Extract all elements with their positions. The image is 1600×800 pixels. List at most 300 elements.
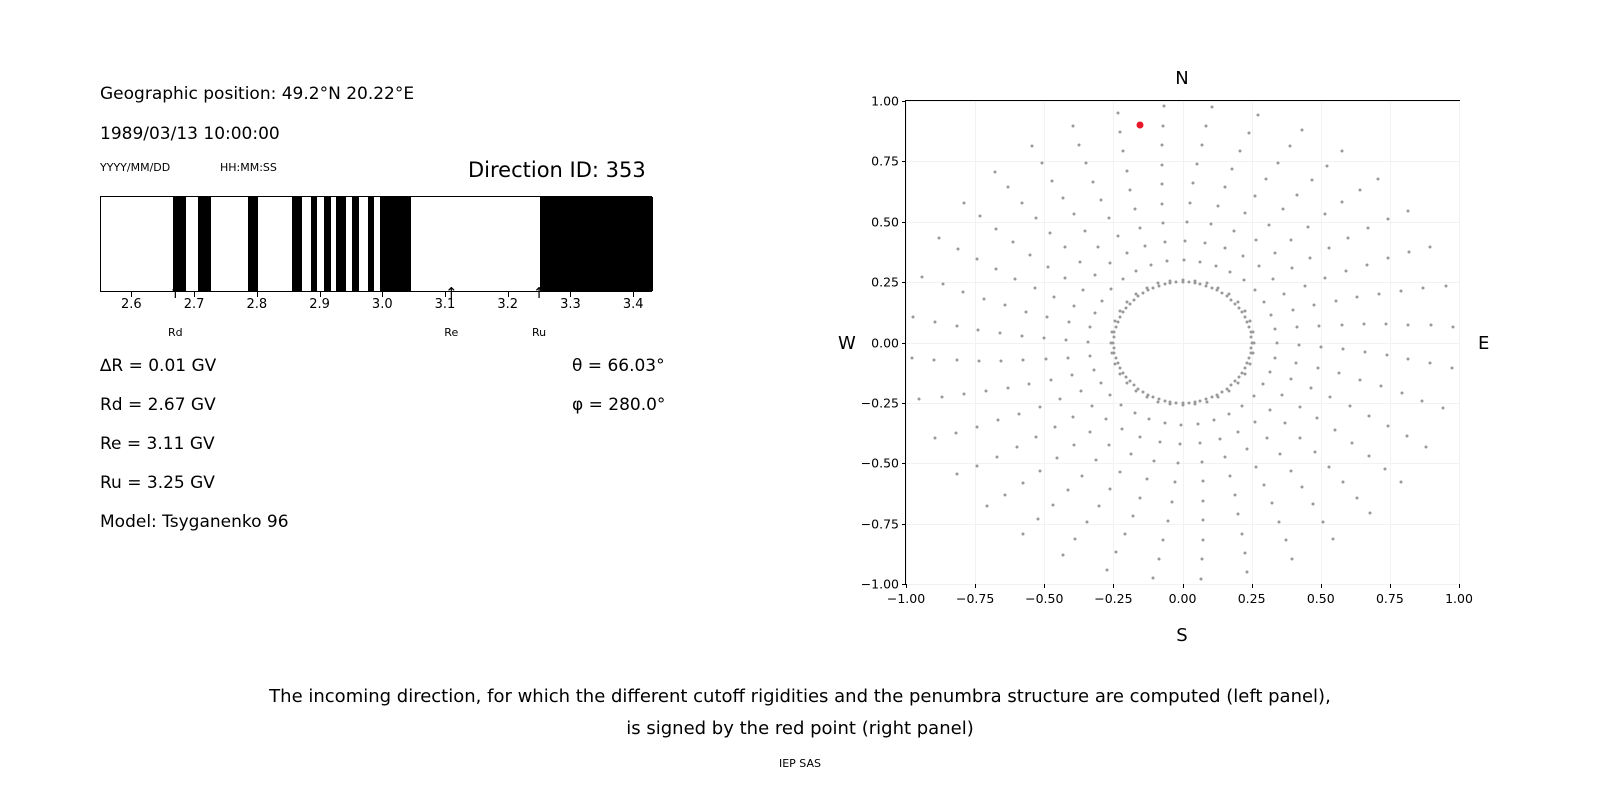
direction-point — [1450, 367, 1453, 370]
stat-phi: φ = 280.0° — [572, 395, 666, 415]
direction-point — [977, 359, 980, 362]
arrow-up-icon: ↑ — [532, 284, 546, 302]
direction-point — [1363, 351, 1366, 354]
direction-point — [1000, 359, 1003, 362]
direction-point — [1135, 269, 1138, 272]
direction-point — [940, 395, 943, 398]
direction-point — [1086, 521, 1089, 524]
direction-point — [1241, 405, 1244, 408]
direction-point — [1252, 395, 1255, 398]
direction-point — [1326, 164, 1329, 167]
direction-point — [1196, 422, 1199, 425]
rigidity-marker-label: Rd — [167, 326, 183, 339]
y-axis-tick-label: 0.25 — [871, 274, 899, 290]
direction-point — [1038, 405, 1041, 408]
direction-point — [1015, 446, 1018, 449]
direction-point — [1238, 306, 1241, 309]
selected-direction-point[interactable] — [1136, 122, 1143, 129]
direction-point — [1240, 532, 1243, 535]
direction-point — [1451, 325, 1454, 328]
direction-point — [1138, 226, 1141, 229]
direction-point — [1021, 532, 1024, 535]
direction-point — [994, 268, 997, 271]
direction-point — [1237, 430, 1240, 433]
direction-point — [1052, 504, 1055, 507]
direction-point — [1318, 324, 1321, 327]
direction-point — [1110, 287, 1113, 290]
direction-point — [1270, 314, 1273, 317]
direction-point — [1282, 208, 1285, 211]
direction-point — [996, 455, 999, 458]
x-axis-tick — [1321, 584, 1322, 588]
gridline — [906, 101, 1459, 102]
direction-point — [1162, 221, 1165, 224]
direction-point — [1158, 440, 1161, 443]
direction-point — [1116, 111, 1119, 114]
direction-point — [1218, 437, 1221, 440]
direction-point — [1407, 251, 1410, 254]
direction-point — [1144, 245, 1147, 248]
x-axis-tick — [906, 584, 907, 588]
direction-point — [1422, 287, 1425, 290]
direction-point — [1297, 343, 1300, 346]
gridline — [906, 222, 1459, 223]
direction-point — [1166, 260, 1169, 263]
penumbra-band — [292, 197, 301, 291]
direction-point — [1249, 320, 1252, 323]
direction-point — [1341, 348, 1344, 351]
compass-west-label: W — [838, 333, 856, 354]
direction-point — [1189, 201, 1192, 204]
gridline — [906, 161, 1459, 162]
direction-point — [1316, 366, 1319, 369]
direction-point — [1096, 246, 1099, 249]
direction-point — [1280, 394, 1283, 397]
direction-point — [1113, 351, 1116, 354]
penumbra-band — [173, 197, 186, 291]
direction-point — [1400, 289, 1403, 292]
direction-point — [1277, 520, 1280, 523]
direction-point — [1274, 328, 1277, 331]
direction-point — [1254, 195, 1257, 198]
direction-point — [1328, 246, 1331, 249]
direction-point — [1201, 480, 1204, 483]
direction-point — [1187, 281, 1190, 284]
x-axis-tick-label: −1.00 — [886, 591, 926, 606]
footer-credit: IEP SAS — [778, 757, 822, 770]
rigidity-marker-label: Ru — [532, 326, 547, 339]
direction-point — [1246, 320, 1249, 323]
direction-point — [1066, 356, 1069, 359]
direction-point — [1333, 429, 1336, 432]
direction-point — [1152, 576, 1155, 579]
direction-point — [1253, 341, 1256, 344]
direction-point — [1385, 323, 1388, 326]
axis-tick-label: 2.9 — [309, 297, 330, 312]
direction-point — [1400, 392, 1403, 395]
direction-point — [1072, 415, 1075, 418]
direction-point — [1273, 356, 1276, 359]
direction-point — [1059, 398, 1062, 401]
direction-point — [1079, 390, 1082, 393]
right-panel — [830, 40, 1530, 660]
axis-tick-label: 2.6 — [121, 297, 142, 312]
direction-point — [1061, 553, 1064, 556]
penumbra-band — [352, 197, 360, 291]
direction-point — [1053, 426, 1056, 429]
y-axis-tick — [902, 463, 906, 464]
direction-point — [1128, 302, 1131, 305]
direction-point — [1205, 284, 1208, 287]
direction-point — [1131, 514, 1134, 517]
direction-point — [1181, 281, 1184, 284]
direction-point — [1254, 289, 1257, 292]
direction-point — [1046, 316, 1049, 319]
direction-point — [938, 237, 941, 240]
direction-point — [1224, 456, 1227, 459]
caption-line-1: The incoming direction, for which the different cutoff rigidities and the penumbra structure are computed (left panel), — [269, 686, 1331, 707]
direction-point — [1387, 424, 1390, 427]
direction-point — [1132, 384, 1135, 387]
direction-point — [1125, 252, 1128, 255]
direction-point — [1078, 260, 1081, 263]
direction-point — [978, 215, 981, 218]
direction-point — [1250, 341, 1253, 344]
direction-point — [1291, 309, 1294, 312]
direction-point — [1133, 412, 1136, 415]
direction-point — [1108, 216, 1111, 219]
direction-point — [1074, 537, 1077, 540]
direction-point — [1314, 451, 1317, 454]
direction-point — [1234, 380, 1237, 383]
direction-point — [1262, 383, 1265, 386]
direction-point — [1386, 257, 1389, 260]
direction-point — [1309, 386, 1312, 389]
direction-point — [1246, 448, 1249, 451]
direction-point — [1164, 422, 1167, 425]
direction-point — [975, 258, 978, 261]
x-axis-tick — [1459, 584, 1460, 588]
direction-point — [1358, 378, 1361, 381]
direction-point — [1365, 263, 1368, 266]
stat-theta: θ = 66.03° — [572, 356, 665, 376]
direction-point — [1241, 311, 1244, 314]
arrow-up-icon: ↑ — [444, 284, 458, 302]
direction-point — [1163, 283, 1166, 286]
direction-point — [1124, 376, 1127, 379]
direction-point — [1082, 288, 1085, 291]
axis-tick-label: 2.7 — [183, 297, 205, 312]
direction-point — [1137, 387, 1140, 390]
direction-point — [1323, 213, 1326, 216]
direction-point — [1210, 106, 1213, 109]
axis-tick-label: 2.8 — [246, 297, 268, 312]
direction-point — [1073, 304, 1076, 307]
y-axis-tick-label: 0.50 — [871, 214, 899, 230]
direction-point — [1066, 489, 1069, 492]
direction-point — [1113, 331, 1116, 334]
direction-point — [1033, 287, 1036, 290]
x-axis-tick — [975, 584, 976, 588]
left-panel — [0, 0, 760, 620]
y-axis-tick-label: −0.25 — [860, 395, 899, 411]
direction-point — [1210, 223, 1213, 226]
direction-point — [1334, 299, 1337, 302]
gridline — [906, 524, 1459, 525]
direction-point — [1025, 310, 1028, 313]
direction-point — [933, 320, 936, 323]
direction-point — [1246, 362, 1249, 365]
x-axis-tick — [1252, 584, 1253, 588]
compass-east-label: E — [1478, 333, 1490, 354]
direction-point — [1313, 304, 1316, 307]
direction-point — [1139, 496, 1142, 499]
direction-point — [1429, 362, 1432, 365]
direction-point — [1157, 557, 1160, 560]
gridline — [1459, 101, 1460, 584]
direction-point — [1214, 264, 1217, 267]
direction-point — [1114, 550, 1117, 553]
arrow-up-icon: ↑ — [168, 284, 182, 302]
x-axis-tick-label: −0.25 — [1094, 591, 1133, 606]
axis-tick-label: 3.3 — [560, 297, 581, 312]
direction-point — [1406, 209, 1409, 212]
direction-point — [1356, 296, 1359, 299]
direction-point — [1241, 254, 1244, 257]
direction-point — [1248, 132, 1251, 135]
direction-point — [911, 357, 914, 360]
direction-point — [1012, 241, 1015, 244]
direction-point — [1053, 296, 1056, 299]
direction-point — [1301, 486, 1304, 489]
direction-point — [1114, 325, 1117, 328]
direction-point — [1223, 247, 1226, 250]
direction-point — [1182, 259, 1185, 262]
direction-point — [1178, 442, 1181, 445]
direction-point — [1092, 368, 1095, 371]
direction-point — [1253, 420, 1256, 423]
direction-point — [1014, 278, 1017, 281]
direction-point — [1276, 161, 1279, 164]
direction-point — [1379, 385, 1382, 388]
direction-point — [1049, 378, 1052, 381]
direction-point — [1122, 150, 1125, 153]
direction-point — [1248, 357, 1251, 360]
direction-point — [1175, 401, 1178, 404]
direction-point — [1230, 384, 1233, 387]
penumbra-band — [324, 197, 332, 291]
direction-point — [1444, 284, 1447, 287]
direction-point — [1030, 144, 1033, 147]
penumbra-band — [540, 197, 653, 291]
penumbra-band — [198, 197, 211, 291]
direction-point — [1132, 298, 1135, 301]
penumbra-band — [311, 197, 317, 291]
direction-point — [1216, 204, 1219, 207]
axis-tick-label: 3.0 — [371, 297, 393, 312]
direction-point — [1006, 386, 1009, 389]
direction-point — [1344, 270, 1347, 273]
y-axis-tick-label: −0.50 — [860, 455, 899, 471]
direction-point — [1429, 324, 1432, 327]
direction-point — [1089, 326, 1092, 329]
direction-point — [977, 328, 980, 331]
direction-point — [1046, 265, 1049, 268]
direction-point — [976, 425, 979, 428]
direction-point — [1328, 465, 1331, 468]
direction-point — [1204, 242, 1207, 245]
y-axis-tick-label: −0.75 — [860, 516, 899, 532]
direction-point — [997, 419, 1000, 422]
direction-point — [1241, 371, 1244, 374]
direction-point — [1227, 413, 1230, 416]
y-axis-tick-label: 0.00 — [871, 335, 899, 350]
direction-point — [1004, 304, 1007, 307]
time-format-hint: HH:MM:SS — [220, 161, 277, 174]
direction-point — [1198, 260, 1201, 263]
rigidity-marker — [519, 284, 559, 339]
direction-point — [1152, 459, 1155, 462]
axis-tick-label: 3.1 — [434, 297, 456, 312]
direction-point — [1119, 470, 1122, 473]
direction-point — [1166, 519, 1169, 522]
direction-point — [1385, 354, 1388, 357]
direction-point — [1078, 143, 1081, 146]
direction-point — [1441, 407, 1444, 410]
direction-point — [1225, 295, 1228, 298]
direction-point — [1029, 253, 1032, 256]
direction-point — [1332, 538, 1335, 541]
direction-point — [1322, 520, 1325, 523]
direction-point — [1187, 401, 1190, 404]
direction-point — [1250, 346, 1253, 349]
direction-point — [1160, 163, 1163, 166]
direction-point — [1340, 323, 1343, 326]
direction-point — [1263, 301, 1266, 304]
direction-point — [1250, 336, 1253, 339]
direction-point — [1274, 251, 1277, 254]
y-axis-tick — [902, 282, 906, 283]
direction-point — [1157, 284, 1160, 287]
x-axis-tick-label: −0.75 — [955, 591, 995, 606]
direction-point — [1099, 381, 1102, 384]
direction-point — [1225, 387, 1228, 390]
direction-point — [1270, 502, 1273, 505]
direction-point — [1257, 114, 1260, 117]
direction-point — [1205, 398, 1208, 401]
direction-point — [1164, 241, 1167, 244]
direction-point — [1128, 380, 1131, 383]
direction-point — [1118, 367, 1121, 370]
direction-point — [956, 473, 959, 476]
direction-point — [1384, 467, 1387, 470]
direction-point — [1125, 169, 1128, 172]
direction-point — [1175, 281, 1178, 284]
direction-point — [1199, 399, 1202, 402]
direction-point — [1094, 274, 1097, 277]
direction-point — [1087, 340, 1090, 343]
direction-point — [1105, 568, 1108, 571]
direction-point — [1244, 367, 1247, 370]
direction-point — [1201, 558, 1204, 561]
direction-point — [1312, 503, 1315, 506]
direction-point — [1112, 341, 1115, 344]
direction-point — [1348, 404, 1351, 407]
direction-point — [1050, 179, 1053, 182]
rigidity-marker — [431, 284, 471, 339]
direction-point — [1275, 342, 1278, 345]
direction-point — [1160, 183, 1163, 186]
stat-delta-r: ∆R = 0.01 GV — [100, 356, 217, 376]
direction-point — [1242, 279, 1245, 282]
direction-point — [1150, 264, 1153, 267]
direction-point — [1129, 453, 1132, 456]
direction-point — [1022, 359, 1025, 362]
direction-point — [1108, 393, 1111, 396]
direction-point — [1386, 218, 1389, 221]
penumbra-band — [248, 197, 257, 291]
x-axis-tick-label: 0.50 — [1306, 591, 1335, 606]
direction-point — [1342, 481, 1345, 484]
direction-point — [1252, 352, 1255, 355]
direction-point — [1097, 504, 1100, 507]
direction-point — [1004, 493, 1007, 496]
direction-point — [1133, 207, 1136, 210]
penumbra-structure-chart — [100, 196, 652, 292]
direction-point — [1248, 325, 1251, 328]
direction-point — [1244, 315, 1247, 318]
direction-point — [1347, 236, 1350, 239]
direction-point — [985, 505, 988, 508]
direction-point — [1180, 423, 1183, 426]
direction-point — [1036, 518, 1039, 521]
direction-point — [1266, 436, 1269, 439]
direction-point — [1186, 220, 1189, 223]
direction-point — [1234, 302, 1237, 305]
direction-point — [1243, 212, 1246, 215]
direction-point — [1200, 461, 1203, 464]
direction-point — [1283, 292, 1286, 295]
direction-point — [1141, 390, 1144, 393]
direction-point — [918, 398, 921, 401]
x-axis-tick-label: 0.25 — [1237, 591, 1266, 606]
x-axis-tick — [1113, 584, 1114, 588]
x-axis-tick — [1044, 584, 1045, 588]
direction-point — [1216, 393, 1219, 396]
direction-point — [1212, 418, 1215, 421]
direction-point — [962, 201, 965, 204]
direction-point — [1018, 412, 1021, 415]
y-axis-tick — [902, 524, 906, 525]
direction-point — [1306, 225, 1309, 228]
direction-point — [1137, 295, 1140, 298]
direction-point — [1088, 354, 1091, 357]
direction-point — [1205, 125, 1208, 128]
direction-point — [1358, 189, 1361, 192]
x-axis-tick-label: 1.00 — [1445, 591, 1473, 606]
direction-point — [1099, 198, 1102, 201]
direction-point — [1065, 339, 1068, 342]
direction-point — [1116, 320, 1119, 323]
direction-point — [1368, 414, 1371, 417]
direction-point — [1254, 466, 1257, 469]
direction-point — [1290, 469, 1293, 472]
caption-line-2: is signed by the red point (right panel) — [626, 718, 974, 739]
direction-point — [1290, 238, 1293, 241]
direction-point — [1201, 538, 1204, 541]
penumbra-band — [336, 197, 345, 291]
direction-point — [1169, 282, 1172, 285]
